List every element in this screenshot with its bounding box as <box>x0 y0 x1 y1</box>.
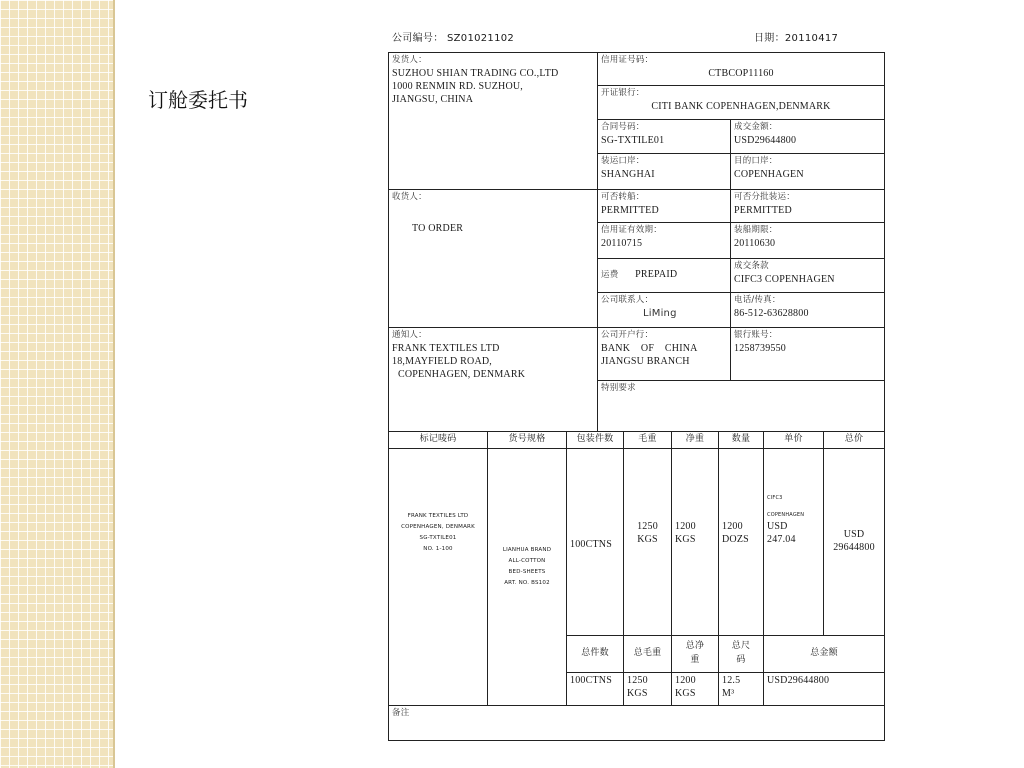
port-loading-cell <box>597 153 731 190</box>
unit-price-terms1: CIFC3 <box>767 495 783 501</box>
notify-line3: COPENHAGEN, DENMARK <box>398 369 526 380</box>
unit-price-terms2: COPENHAGEN <box>767 512 805 518</box>
contract-number-label: 合同号码： <box>601 122 645 132</box>
unit-price-value: 247.04 <box>767 534 796 545</box>
packages-value: 100CTNS <box>570 539 612 550</box>
notify-line1: FRANK TEXTILES LTD <box>392 343 500 354</box>
special-requirements-label: 特别要求 <box>601 383 636 393</box>
shipper-label: 发货人： <box>392 55 427 65</box>
notify-label: 通知人： <box>392 330 427 340</box>
consignee-cell <box>388 189 598 328</box>
col-header-marks: 标记唛码 <box>388 431 488 449</box>
issuing-bank-cell <box>597 85 885 120</box>
marks-line2: COPENHAGEN, DENMARK <box>401 524 475 530</box>
totals-header-net: 总净重 <box>671 635 719 673</box>
partial-shipment-label: 可否分批装运： <box>734 192 795 202</box>
port-loading-value: SHANGHAI <box>601 169 655 180</box>
marks-line4: NO. 1-100 <box>423 546 453 552</box>
ship-date-label: 装船期限： <box>734 225 778 235</box>
port-destination-label: 目的口岸： <box>734 156 778 166</box>
ship-date-cell <box>730 222 885 259</box>
goods-line1: LIANHUA BRAND <box>502 547 552 553</box>
notify-line2: 18,MAYFIELD ROAD, <box>392 356 492 367</box>
transshipment-value: PERMITTED <box>601 205 659 216</box>
totals-amount-cell <box>763 672 885 706</box>
totals-measure-cell <box>718 672 764 706</box>
totals-amount-value: USD29644800 <box>767 675 830 686</box>
bank-account-cell <box>730 327 885 381</box>
decorative-sidebar <box>0 0 113 768</box>
contract-number-value: SG-TXTILE01 <box>601 135 665 146</box>
goods-line4: ART. NO. BS102 <box>504 580 550 586</box>
totals-gross-cell <box>623 672 672 706</box>
col-header-total: 总价 <box>823 431 885 449</box>
shipper-line3: JIANGSU, CHINA <box>392 94 474 105</box>
totals-packages-value: 100CTNS <box>570 675 612 686</box>
bank-account-label: 银行账号： <box>734 330 778 340</box>
total-price-value: 29644800 <box>833 542 875 553</box>
terms-cell <box>730 258 885 293</box>
gross-weight-cell <box>623 448 672 636</box>
col-header-unit-price: 单价 <box>763 431 824 449</box>
total-price-cell <box>823 448 885 636</box>
contract-number-cell <box>597 119 731 154</box>
slide-title: 订舱委托书 <box>148 88 248 112</box>
booking-document <box>388 0 888 768</box>
bank-account-value: 1258739550 <box>734 343 786 354</box>
port-destination-value: COPENHAGEN <box>734 169 804 180</box>
net-weight-unit: KGS <box>675 534 696 545</box>
lc-expiry-cell <box>597 222 731 259</box>
consignee-value: TO ORDER <box>412 223 464 234</box>
amount-cell <box>730 119 885 154</box>
totals-gross-value: 1250 <box>627 675 648 686</box>
goods-cell <box>487 448 567 706</box>
col-header-packages: 包装件数 <box>566 431 624 449</box>
lc-expiry-label: 信用证有效期： <box>601 225 662 235</box>
totals-header-packages: 总件数 <box>566 635 624 673</box>
partial-shipment-value: PERMITTED <box>734 205 792 216</box>
goods-line3: BED-SHEETS <box>508 569 546 575</box>
lc-number-label: 信用证号码： <box>601 55 654 65</box>
sidebar-divider <box>113 0 115 768</box>
freight-value: PREPAID <box>635 269 678 280</box>
ship-date-value: 20110630 <box>734 238 776 249</box>
phone-label: 电话/传真： <box>734 295 781 305</box>
port-loading-label: 装运口岸： <box>601 156 645 166</box>
net-weight-value: 1200 <box>675 521 696 532</box>
port-destination-cell <box>730 153 885 190</box>
col-header-qty: 数量 <box>718 431 764 449</box>
packages-cell <box>566 448 624 636</box>
terms-label: 成交条款 <box>734 261 769 271</box>
quantity-unit: DOZS <box>722 534 749 545</box>
gross-weight-value: 1250 <box>637 521 658 532</box>
company-number: 公司编号： SZ01021102 <box>392 33 515 44</box>
total-price-currency: USD <box>843 529 865 540</box>
col-header-goods: 货号规格 <box>487 431 567 449</box>
marks-line1: FRANK TEXTILES LTD <box>407 513 469 519</box>
totals-net-cell <box>671 672 719 706</box>
totals-header-gross: 总毛重 <box>623 635 672 673</box>
totals-measure-unit: M³ <box>722 688 735 699</box>
totals-gross-unit: KGS <box>627 688 648 699</box>
gross-weight-unit: KGS <box>637 534 658 545</box>
marks-line3: SG-TXTILE01 <box>419 535 457 541</box>
totals-packages-cell <box>566 672 624 706</box>
transshipment-cell <box>597 189 731 223</box>
shipper-line2: 1000 RENMIN RD. SUZHOU, <box>392 81 523 92</box>
lc-number-value: CTBCOP11160 <box>708 68 774 79</box>
consignee-label: 收货人： <box>392 192 427 202</box>
totals-net-unit: KGS <box>675 688 696 699</box>
totals-measure-value: 12.5 <box>722 675 741 686</box>
quantity-value: 1200 <box>722 521 743 532</box>
contact-cell <box>597 292 731 328</box>
shipper-cell <box>388 52 598 190</box>
lc-expiry-value: 20110715 <box>601 238 643 249</box>
unit-price-cell <box>763 448 824 636</box>
goods-line2: ALL-COTTON <box>508 558 546 564</box>
remarks-label: 备注 <box>392 708 410 718</box>
totals-net-value: 1200 <box>675 675 696 686</box>
company-bank-cell <box>597 327 731 381</box>
terms-value: CIFC3 COPENHAGEN <box>734 274 835 285</box>
special-requirements-cell <box>597 380 885 432</box>
company-bank-label: 公司开户行： <box>601 330 654 340</box>
notify-party-cell <box>388 327 598 432</box>
contact-value: LiMing <box>643 308 677 319</box>
issuing-bank-label: 开证银行： <box>601 88 645 98</box>
contact-label: 公司联系人： <box>601 295 654 305</box>
phone-value: 86-512-63628800 <box>734 308 809 319</box>
issuing-bank-value: CITI BANK COPENHAGEN,DENMARK <box>651 101 831 112</box>
freight-label: 运费 <box>601 270 619 280</box>
phone-cell <box>730 292 885 328</box>
net-weight-cell <box>671 448 719 636</box>
shipper-line1: SUZHOU SHIAN TRADING CO.,LTD <box>392 68 559 79</box>
freight-cell <box>597 258 731 293</box>
transshipment-label: 可否转船： <box>601 192 645 202</box>
quantity-cell <box>718 448 764 636</box>
lc-number-cell <box>597 52 885 86</box>
remarks-cell <box>388 705 885 741</box>
marks-cell <box>388 448 488 706</box>
amount-label: 成交金额： <box>734 122 778 132</box>
col-header-net: 净重 <box>671 431 719 449</box>
totals-header-measure: 总尺码 <box>718 635 764 673</box>
col-header-gross: 毛重 <box>623 431 672 449</box>
partial-shipment-cell <box>730 189 885 223</box>
totals-header-amount: 总金额 <box>763 635 885 673</box>
document-date: 日期：20110417 <box>754 33 839 44</box>
unit-price-currency: USD <box>767 521 788 532</box>
company-bank-line2: JIANGSU BRANCH <box>601 356 690 367</box>
amount-value: USD29644800 <box>734 135 797 146</box>
company-bank-line1: BANK OF CHINA <box>601 343 698 354</box>
